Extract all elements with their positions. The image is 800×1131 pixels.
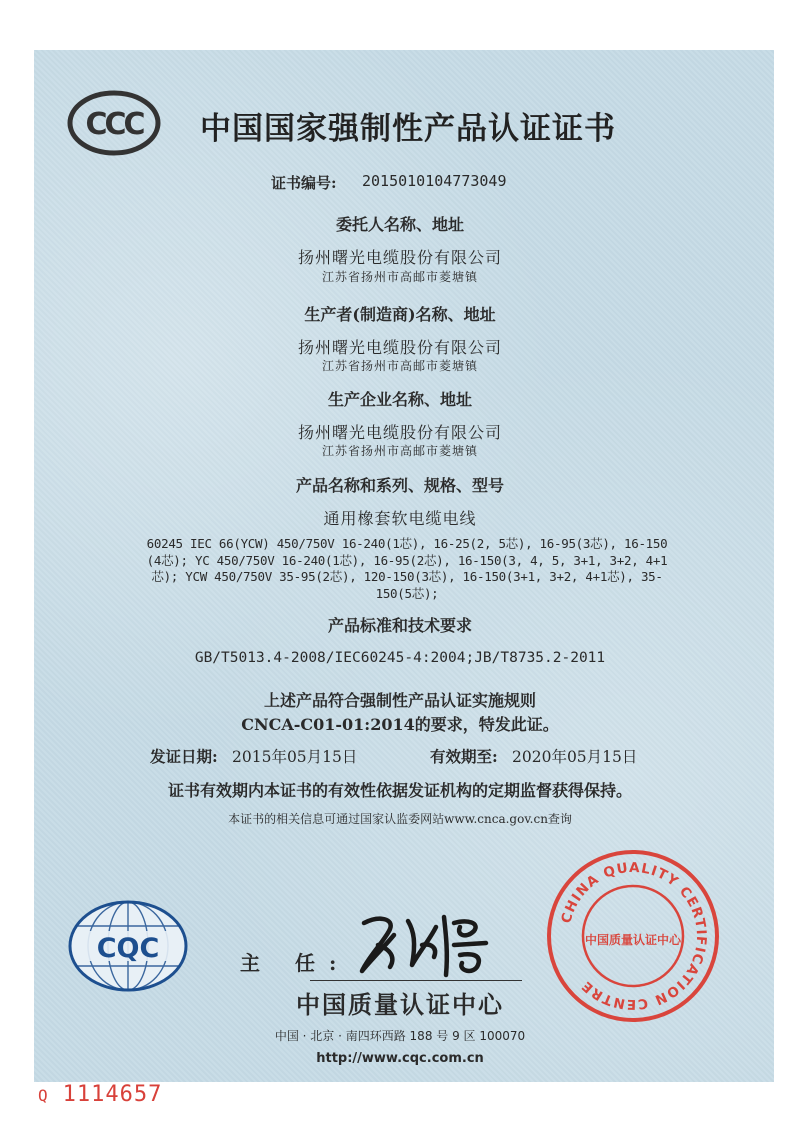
validity-note: 证书有效期内本证书的有效性依据发证机构的定期监督获得保持。 [167, 781, 632, 800]
seal-inner-text: 中国质量认证中心 [584, 933, 682, 947]
expiry-date-value: 2020年05月15日 [512, 748, 638, 766]
seal-ring-text: CHINA QUALITY CERTIFICATION CENTRE [558, 859, 710, 1013]
issuer-name: 中国质量认证中心 [296, 991, 504, 1019]
expiry-date-label: 有效期至: [430, 747, 498, 766]
product-models [112, 536, 702, 602]
model-line: 60245 IEC 66(YCW) 450/750V 16-240(1芯), 16-25(2, 5芯), 16-95(3芯), 16-150 [146, 536, 668, 551]
applicant-heading: 委托人名称、地址 [335, 215, 464, 234]
factory-heading: 生产企业名称、地址 [327, 390, 472, 409]
query-note: 本证书的相关信息可通过国家认监委网站www.cnca.gov.cn查询 [228, 812, 572, 826]
serial-prefix: Q [38, 1086, 49, 1105]
product-name: 通用橡套软电缆电线 [323, 509, 477, 528]
manufacturer-address: 江苏省扬州市高邮市菱塘镇 [321, 359, 478, 373]
manufacturer-heading: 生产者(制造商)名称、地址 [304, 305, 496, 324]
conformity-line-2: CNCA-C01-01:2014的要求，特发此证。 [241, 715, 559, 734]
serial-number [38, 1082, 162, 1107]
issue-date-value: 2015年05月15日 [232, 748, 358, 766]
director-label: 主 任: [240, 951, 351, 975]
signature-icon [350, 905, 500, 985]
certificate-title: 中国国家强制性产品认证证书 [200, 111, 616, 147]
manufacturer-name: 扬州曙光电缆股份有限公司 [297, 338, 502, 357]
cert-number-label: 证书编号: [271, 174, 337, 192]
issue-date-label: 发证日期: [150, 747, 218, 766]
product-heading: 产品名称和系列、规格、型号 [295, 476, 504, 495]
issuer-address: 中国 · 北京 · 南四环西路 188 号 9 区 100070 [274, 1029, 526, 1043]
cqc-logo-icon [66, 898, 190, 994]
model-line: 芯); YCW 450/750V 35-95(2芯), 120-150(3芯), 16-150(3+1, 3+2, 4+1芯), 35- [151, 569, 663, 584]
standards-heading: 产品标准和技术要求 [327, 616, 472, 635]
cert-number-value: 2015010104773049 [362, 172, 507, 190]
serial-value: 1114657 [62, 1082, 163, 1107]
applicant-address: 江苏省扬州市高邮市菱塘镇 [321, 270, 478, 284]
ccc-logo-text: CCC [85, 107, 143, 142]
ccc-logo-icon [66, 90, 162, 156]
factory-name: 扬州曙光电缆股份有限公司 [297, 423, 502, 442]
applicant-name: 扬州曙光电缆股份有限公司 [297, 248, 502, 267]
standards-value: GB/T5013.4-2008/IEC60245-4:2004;JB/T8735.2-2011 [194, 650, 606, 666]
conformity-line-1: 上述产品符合强制性产品认证实施规则 [263, 691, 536, 710]
factory-address: 江苏省扬州市高邮市菱塘镇 [321, 444, 478, 458]
model-line: (4芯); YC 450/750V 16-240(1芯), 16-95(2芯), 16-150(3, 4, 5, 3+1, 3+2, 4+1 [146, 552, 668, 568]
issuer-url[interactable]: http://www.cqc.com.cn [316, 1051, 484, 1066]
signature-line [310, 980, 522, 981]
cqc-logo-text: CQC [96, 933, 160, 964]
model-line: 150(5芯); [375, 585, 439, 601]
